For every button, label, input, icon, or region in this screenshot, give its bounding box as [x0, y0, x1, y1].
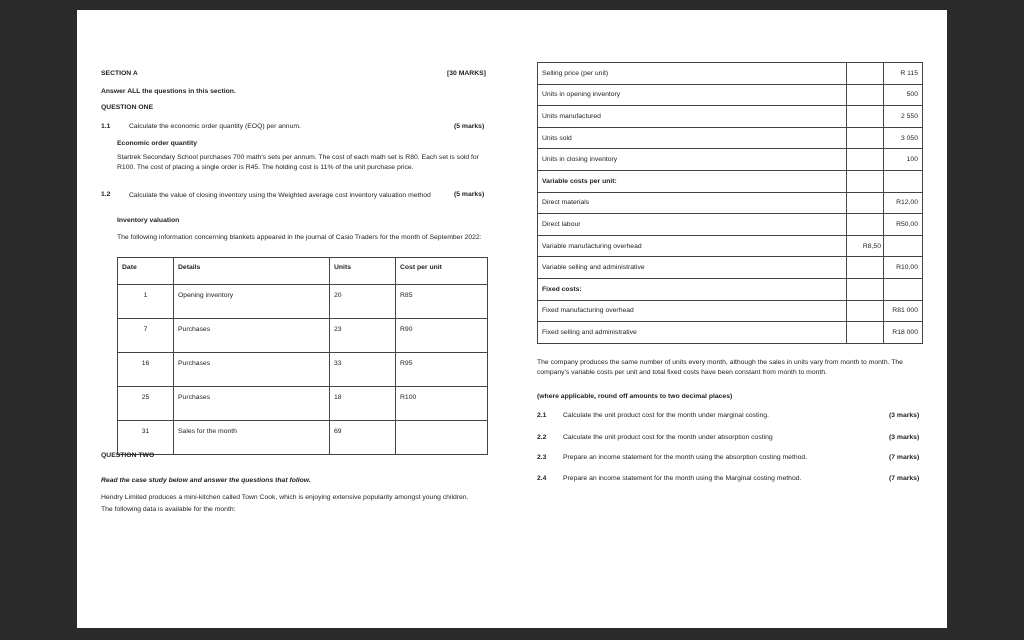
inventory-table-header [118, 258, 488, 285]
row-mid [847, 106, 884, 128]
date-cell: 31 [118, 421, 174, 455]
row-label: Selling price (per unit) [538, 63, 847, 85]
question-two-heading: QUESTION TWO [101, 452, 155, 459]
details-cell: Purchases [174, 319, 330, 353]
table-row [538, 127, 923, 149]
q11-body: Startrek Secondary School purchases 700 math's sets per annum. The cost of each math set is R80. Each set is sold for R100. The cost of placing a single order is R45. The holding cost is 11% of the unit purchase price. [117, 154, 479, 171]
units-cell: 33 [330, 353, 396, 387]
units-cell: 18 [330, 387, 396, 421]
row-mid [847, 192, 884, 214]
row-value: 2 550 [884, 106, 923, 128]
row-label: Fixed manufacturing overhead [538, 300, 847, 322]
q2-intro-line1: Hendry Limited produces a mini-kitchen called Town Cook, which is enjoying extensive popularity amongst young children. [101, 494, 469, 501]
table-row [538, 257, 923, 279]
row-value: R50,00 [884, 214, 923, 236]
row-mid [847, 84, 884, 106]
table-row [118, 285, 488, 319]
details-cell: Opening inventory [174, 285, 330, 319]
row-value [884, 278, 923, 300]
row-label: Variable costs per unit: [538, 170, 847, 192]
table-row [538, 192, 923, 214]
q11-subheading: Economic order quantity [117, 140, 198, 147]
row-label: Units in opening inventory [538, 84, 847, 106]
row-mid [847, 214, 884, 236]
q11-number: 1.1 [101, 123, 111, 130]
q22-text: Calculate the unit product cost for the month under absorption costing [563, 434, 773, 441]
units-cell: 23 [330, 319, 396, 353]
q23-number: 2.3 [537, 454, 547, 461]
cost-cell: R85 [396, 285, 488, 319]
row-label: Units sold [538, 127, 847, 149]
row-label: Direct materials [538, 192, 847, 214]
document-page [77, 10, 947, 628]
units-cell: 69 [330, 421, 396, 455]
row-mid [847, 300, 884, 322]
q2-note: The company produces the same number of units every month, although the sales in units vary from month to month. The company's variable costs per unit and total fixed costs have been constant from month to month. [537, 359, 903, 376]
date-cell: 25 [118, 387, 174, 421]
row-label: Variable manufacturing overhead [538, 235, 847, 257]
details-cell: Purchases [174, 387, 330, 421]
table-row [118, 353, 488, 387]
row-value [884, 235, 923, 257]
row-label: Units in closing inventory [538, 149, 847, 171]
q2-intro-line2: The following data is available for the month: [101, 506, 236, 513]
row-label: Fixed selling and administrative [538, 322, 847, 344]
row-mid [847, 278, 884, 300]
q12-text: Calculate the value of closing inventory using the Weighted average cost inventory valuation method [129, 192, 431, 199]
section-marks: [30 MARKS] [447, 70, 486, 77]
table-row [538, 235, 923, 257]
row-value: R81 000 [884, 300, 923, 322]
cost-cell: R90 [396, 319, 488, 353]
row-value [884, 170, 923, 192]
date-cell: 16 [118, 353, 174, 387]
row-mid: R8,50 [847, 235, 884, 257]
table-row [118, 319, 488, 353]
q12-number: 1.2 [101, 191, 111, 198]
q21-text: Calculate the unit product cost for the month under marginal costing. [563, 412, 769, 419]
table-row [538, 278, 923, 300]
details-cell: Purchases [174, 353, 330, 387]
q12-subheading: Inventory valuation [117, 217, 180, 224]
table-row [538, 322, 923, 344]
table-row [538, 84, 923, 106]
question-one-heading: QUESTION ONE [101, 104, 154, 111]
row-value: R 115 [884, 63, 923, 85]
q21-number: 2.1 [537, 412, 547, 419]
q12-body: The following information concerning blankets appeared in the journal of Casio Traders for the month of September 2022: [117, 234, 482, 241]
row-value: 500 [884, 84, 923, 106]
q11-marks: (5 marks) [454, 123, 485, 130]
table-row [538, 149, 923, 171]
row-mid [847, 149, 884, 171]
row-value: 100 [884, 149, 923, 171]
units-cell: 20 [330, 285, 396, 319]
table-row [538, 63, 923, 85]
column-header: Date [118, 258, 174, 285]
table-row [538, 300, 923, 322]
row-label: Variable selling and administrative [538, 257, 847, 279]
row-value: R10,00 [884, 257, 923, 279]
inventory-table [117, 257, 488, 455]
q24-text: Prepare an income statement for the month using the Marginal costing method. [563, 475, 802, 482]
details-cell: Sales for the month [174, 421, 330, 455]
table-row [538, 214, 923, 236]
table-row [118, 421, 488, 455]
cost-cell: R100 [396, 387, 488, 421]
cost-data-table [537, 62, 923, 344]
q22-marks: (3 marks) [889, 434, 920, 441]
date-cell: 1 [118, 285, 174, 319]
column-header: Details [174, 258, 330, 285]
row-mid [847, 127, 884, 149]
section-title: SECTION A [101, 70, 138, 77]
row-mid [847, 322, 884, 344]
row-label: Direct labour [538, 214, 847, 236]
q2-rounding-note: (where applicable, round off amounts to two decimal places) [537, 393, 733, 400]
table-row [538, 170, 923, 192]
q11-text: Calculate the economic order quantity (EOQ) per annum. [129, 123, 301, 130]
row-label: Fixed costs: [538, 278, 847, 300]
q24-marks: (7 marks) [889, 475, 920, 482]
q23-marks: (7 marks) [889, 454, 920, 461]
row-mid [847, 63, 884, 85]
q2-instruction: Read the case study below and answer the questions that follow. [101, 477, 311, 484]
date-cell: 7 [118, 319, 174, 353]
row-mid [847, 170, 884, 192]
section-instruction: Answer ALL the questions in this section. [101, 88, 236, 95]
column-header: Cost per unit [396, 258, 488, 285]
cost-cell [396, 421, 488, 455]
row-mid [847, 257, 884, 279]
q22-number: 2.2 [537, 434, 547, 441]
table-row [118, 387, 488, 421]
q12-marks: (5 marks) [454, 191, 485, 198]
row-value: 3 050 [884, 127, 923, 149]
q21-marks: (3 marks) [889, 412, 920, 419]
row-value: R12,00 [884, 192, 923, 214]
column-header: Units [330, 258, 396, 285]
cost-cell: R95 [396, 353, 488, 387]
q24-number: 2.4 [537, 475, 547, 482]
table-row [538, 106, 923, 128]
q23-text: Prepare an income statement for the month using the absorption costing method. [563, 454, 808, 461]
row-value: R18 000 [884, 322, 923, 344]
row-label: Units manufactured [538, 106, 847, 128]
